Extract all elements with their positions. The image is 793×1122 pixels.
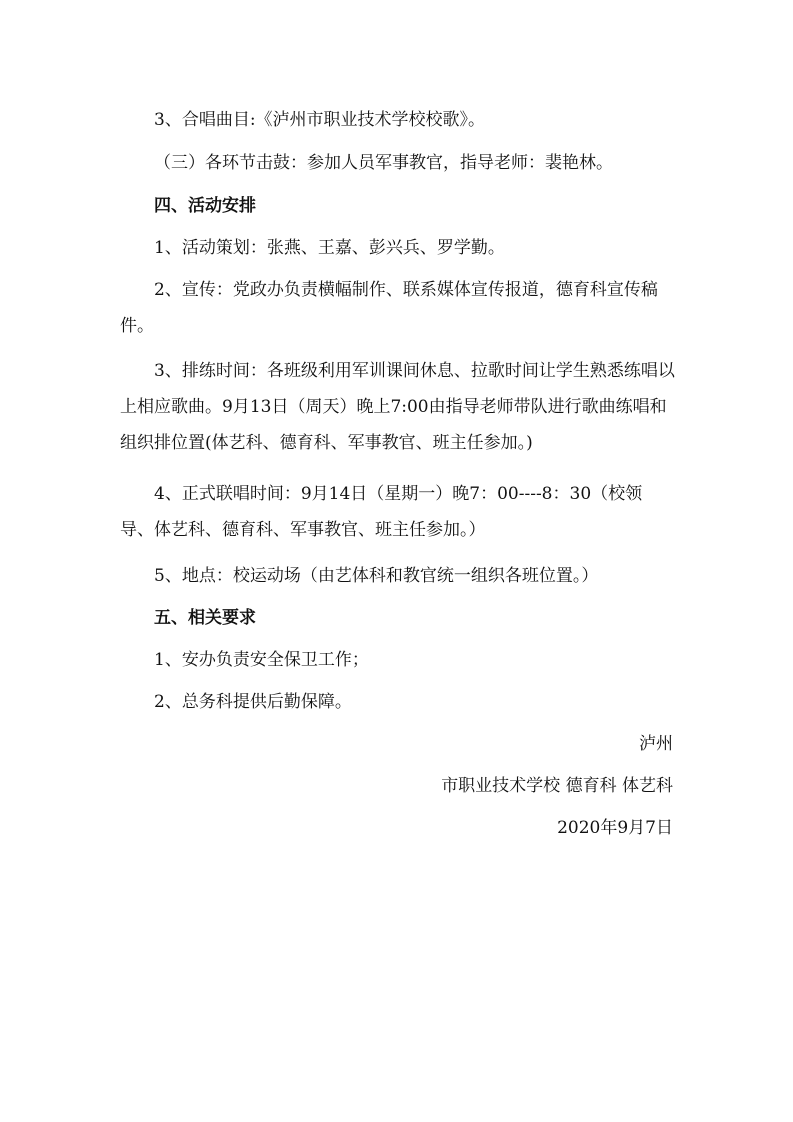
paragraph-logistics: 2、总务科提供后勤保障。 [154,692,352,712]
paragraph-publicity: 2、宣传：党政办负责横幅制作、联系媒体宣传报道，德育科宣传稿件。 [120,280,658,336]
signature-date: 2020年9月7日 [557,818,673,838]
paragraph-rehearsal-time: 3、排练时间：各班级利用军训课间休息、拉歌时间让学生熟悉练唱以上相应歌曲。9月13日（周天）晚上7:00由指导老师带队进行歌曲练唱和组织排位置(体艺科、德育科、军事教官、班主任参加。) [120,361,675,453]
paragraph-planning: 1、活动策划：张燕、王嘉、彭兴兵、罗学勤。 [154,238,505,258]
signature-departments: 市职业技术学校 德育科 体艺科 [441,776,673,796]
paragraph-safety: 1、安办负责安全保卫工作； [154,650,369,670]
paragraph-location: 5、地点：校运动场（由艺体科和教官统一组织各班位置。） [154,566,599,586]
paragraph-drum-section: （三）各环节击鼓：参加人员军事教官，指导老师：裴艳林。 [154,153,613,173]
paragraph-song-title: 3、合唱曲目:《泸州市职业技术学校校歌》。 [154,110,486,130]
signature-city: 泸州 [639,734,673,754]
heading-requirements: 五、相关要求 [154,608,256,628]
heading-activity-arrangement: 四、活动安排 [154,196,256,216]
paragraph-performance-time: 4、正式联唱时间：9月14日（星期一）晚7：00----8：30（校领导、体艺科、德育科、军事教官、班主任参加。） [120,484,643,540]
